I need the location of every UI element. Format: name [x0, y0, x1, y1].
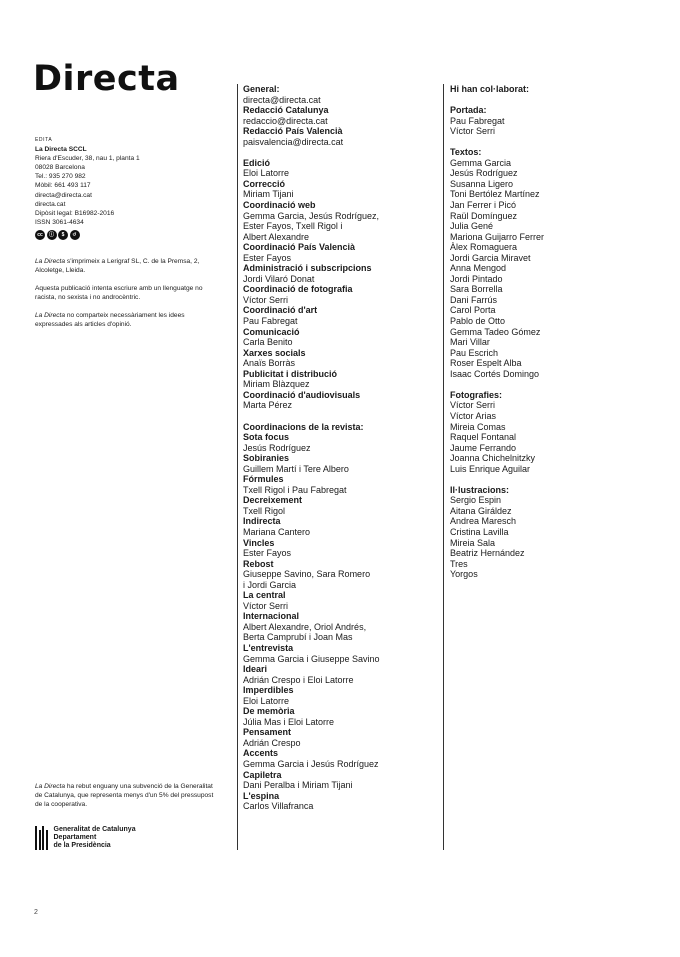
credit-name: Raül Domínguez: [450, 210, 518, 221]
credit-heading: Fotografies:: [450, 389, 503, 400]
publication-name: La Directa: [35, 783, 66, 790]
credit-heading: General:: [243, 84, 280, 94]
credit-name: Carlos Villafranca: [243, 801, 314, 812]
credit-heading: Xarxes socials: [243, 347, 306, 358]
credit-name: i Jordi Garcia: [243, 579, 297, 590]
credit-name: Gemma Garcia: [450, 157, 512, 168]
credit-name: Mireia Comas: [450, 421, 506, 432]
credit-name: Anaïs Borràs: [243, 358, 296, 369]
credit-heading: Fórmules: [243, 474, 284, 485]
credit-heading: L'entrevista: [243, 642, 294, 653]
credits-column-staff: [243, 84, 380, 812]
publication-notes: [35, 258, 215, 338]
credits-column-contributors: [450, 84, 544, 580]
credit-heading: Coordinació de fotografia: [243, 284, 353, 295]
credit-name: Eloi Latorre: [243, 695, 290, 706]
credit-heading: Sobiranies: [243, 453, 290, 464]
credit-name: Víctor Serri: [450, 126, 496, 137]
credit-name: Berta Camprubí i Joan Mas: [243, 632, 353, 643]
credit-heading: Textos:: [450, 147, 482, 158]
credit-name: Gemma Garcia i Jesús Rodríguez: [243, 759, 379, 769]
publisher-line: directa.cat: [35, 200, 66, 208]
credit-name: Gemma Tadeo Gómez: [450, 326, 541, 337]
credit-name: Marta Pérez: [243, 400, 293, 411]
credit-heading: Pensament: [243, 727, 292, 738]
credit-name: Julia Gené: [450, 221, 494, 232]
credit-heading: La central: [243, 590, 286, 601]
credit-heading: Administració i subscripcions: [243, 263, 372, 274]
gencat-logo-block: [35, 826, 136, 850]
publisher-label: EDITA: [35, 137, 53, 143]
credit-name: Albert Alexandre: [243, 231, 310, 242]
credit-name: Adrián Crespo: [243, 737, 301, 748]
credit-heading: Coordinació web: [243, 200, 316, 211]
credit-name: directa@directa.cat: [243, 94, 321, 105]
spacer: [450, 137, 544, 148]
credit-name: Carol Porta: [450, 305, 496, 316]
credit-heading: Hi han col·laborat:: [450, 84, 530, 94]
credit-name: Carla Benito: [243, 337, 293, 348]
credit-name: Miriam Blàzquez: [243, 379, 310, 390]
spacer: [450, 95, 544, 106]
credit-name: Mari Villar: [450, 337, 490, 348]
credit-heading: Capiletra: [243, 769, 282, 780]
credit-heading: Il·lustracions:: [450, 484, 510, 495]
credit-name: Raquel Fontanal: [450, 432, 517, 443]
credit-heading: Internacional: [243, 611, 300, 622]
credit-name: Joanna Chichelnitzky: [450, 453, 536, 464]
credit-name: Àlex Romaguera: [450, 242, 518, 253]
credit-heading: Decreixement: [243, 495, 303, 506]
credit-name: Beatriz Hernández: [450, 548, 525, 559]
credit-name: Luis Enrique Aguilar: [450, 463, 531, 474]
credit-name: Ester Fayos, Txell Rigol i: [243, 221, 343, 232]
credit-heading: Redacció País Valencià: [243, 126, 343, 137]
credit-heading: Accents: [243, 748, 279, 759]
credit-name: Yorgos: [450, 569, 478, 580]
credit-name: Giuseppe Savino, Sara Romero: [243, 569, 371, 580]
credit-name: Sergio Espin: [450, 495, 502, 506]
credit-name: Víctor Serri: [243, 600, 289, 611]
credit-name: Mariana Cantero: [243, 526, 311, 537]
subsidy-note-text: ha rebut enguany una subvenció de la Generalitat de Catalunya, que representa menys d'un 5% del pressupost de la cooperativa.: [35, 783, 214, 808]
credit-name: Susanna Ligero: [450, 178, 514, 189]
publisher-line: ISSN 3061-4634: [35, 218, 84, 226]
credit-heading: Portada:: [450, 105, 487, 116]
spacer: [450, 379, 544, 390]
publisher-line: Mòbil: 661 493 117: [35, 182, 91, 190]
credit-name: Víctor Serri: [450, 400, 496, 411]
credit-name: Miriam Tijani: [243, 189, 294, 200]
credit-name: Dani Peralba i Miriam Tijani: [243, 780, 353, 791]
publication-name: La Directa: [35, 311, 66, 319]
print-note: [35, 258, 215, 276]
credit-name: Sara Borrella: [450, 284, 503, 295]
credit-name: Anna Mengod: [450, 263, 507, 274]
credit-name: Víctor Serri: [243, 294, 289, 305]
credit-name: Roser Espelt Alba: [450, 358, 522, 369]
language-note: Aquesta publicació intenta escriure amb un llenguatge no racista, no sexista i no androcèntric.: [35, 284, 203, 301]
credit-heading: Correcció: [243, 178, 286, 189]
publication-name: La Directa: [35, 258, 66, 265]
nc-icon: $: [58, 230, 68, 240]
credit-name: Aitana Giráldez: [450, 505, 512, 516]
credit-name: Isaac Cortés Domingo: [450, 368, 540, 379]
opinion-note-text: no comparteix necessàriament les idees expressades als articles d'opinió.: [35, 311, 185, 328]
credit-name: Mireia Sala: [450, 537, 496, 548]
credit-heading: Ideari: [243, 664, 268, 675]
credit-heading: Comunicació: [243, 326, 300, 337]
credit-name: Albert Alexandre, Oriol Andrés,: [243, 621, 367, 632]
credit-name: Eloi Latorre: [243, 168, 290, 179]
credit-name: Pau Escrich: [450, 347, 499, 358]
credit-name: Ester Fayos: [243, 548, 292, 559]
credit-heading: Edició: [243, 157, 271, 168]
credit-name: Cristina Lavilla: [450, 526, 509, 537]
gencat-line: Generalitat de Catalunya: [53, 826, 136, 833]
credit-heading: Coordinació d'art: [243, 305, 318, 316]
credit-heading: Sota focus: [243, 432, 290, 443]
credit-heading: Vincles: [243, 537, 275, 548]
page-number: 2: [34, 909, 38, 916]
credit-heading: Rebost: [243, 558, 274, 569]
credit-heading: L'espina: [243, 790, 280, 801]
credit-name: Jaume Ferrando: [450, 442, 517, 453]
spacer: [243, 411, 380, 422]
license-icons: [35, 230, 215, 240]
credit-name: Jesús Rodríguez: [243, 442, 311, 453]
credit-name: Tres: [450, 558, 468, 569]
credit-heading: Coordinacions de la revista:: [243, 421, 364, 432]
opinion-note: [35, 312, 215, 330]
credit-name: Txell Rigol: [243, 505, 286, 516]
by-icon: ⓘ: [47, 230, 57, 240]
gencat-line: Departament: [53, 834, 97, 841]
credit-name: Txell Rigol i Pau Fabregat: [243, 484, 347, 495]
credit-name: redaccio@directa.cat: [243, 115, 328, 126]
publisher-line: 08028 Barcelona: [35, 164, 85, 172]
credit-name: Pablo de Otto: [450, 316, 506, 327]
credit-name: Pau Fabregat: [450, 115, 505, 126]
credit-name: Júlia Mas i Eloi Latorre: [243, 716, 335, 727]
credit-name: Pau Fabregat: [243, 316, 298, 327]
gencat-emblem-icon: [35, 826, 48, 850]
credit-name: Guillem Martí i Tere Albero: [243, 463, 349, 474]
credit-heading: Imperdibles: [243, 685, 294, 696]
credit-name: Dani Farrús: [450, 294, 498, 305]
credit-name: Gemma Garcia i Giuseppe Savino: [243, 653, 380, 664]
publisher-name: La Directa SCCL: [35, 146, 87, 154]
credit-heading: Publicitat i distribució: [243, 368, 338, 379]
publisher-info: [35, 136, 215, 240]
column-divider: [443, 84, 444, 850]
spacer: [243, 147, 380, 158]
cc-icon: cc: [35, 230, 45, 240]
gencat-text: [54, 826, 136, 850]
publisher-lines: [35, 154, 215, 227]
credit-heading: Coordinació País Valencià: [243, 242, 356, 253]
credit-name: Jesús Rodríguez: [450, 168, 518, 179]
credit-name: Jan Ferrer i Picó: [450, 200, 517, 211]
credit-heading: De memòria: [243, 706, 295, 717]
credit-name: Mariona Guijarro Ferrer: [450, 231, 545, 242]
credit-heading: Coordinació d'audiovisuals: [243, 389, 361, 400]
subsidy-note: [35, 783, 215, 810]
credit-name: paisvalencia@directa.cat: [243, 136, 344, 147]
credit-heading: Redacció Catalunya: [243, 105, 329, 116]
sa-icon: ↺: [70, 230, 80, 240]
credit-name: Toni Bertólez Martínez: [450, 189, 540, 200]
credit-name: Ester Fayos: [243, 252, 292, 263]
print-note-text: s'imprimeix a Lerigraf SL, C. de la Premsa, 2, Alcoletge, Lleida.: [35, 258, 200, 274]
publisher-line: Riera d'Escuder, 38, nau 1, planta 1: [35, 155, 140, 163]
gencat-line: de la Presidència: [53, 842, 111, 849]
credit-name: Jordi Garcia Miravet: [450, 252, 531, 263]
publisher-line: Tel.: 935 270 982: [35, 173, 86, 181]
credit-name: Andrea Maresch: [450, 516, 517, 527]
spacer: [450, 474, 544, 485]
publisher-line: Dipòsit legal: B16982-2016: [35, 209, 115, 217]
credit-name: Adrián Crespo i Eloi Latorre: [243, 674, 354, 685]
credit-name: Gemma Garcia, Jesús Rodríguez,: [243, 210, 380, 221]
credit-name: Víctor Arias: [450, 410, 497, 421]
credit-name: Jordi Vilaró Donat: [243, 273, 315, 284]
credit-name: Jordi Pintado: [450, 273, 503, 284]
credit-heading: Indirecta: [243, 516, 281, 527]
publisher-line: directa@directa.cat: [35, 191, 92, 199]
column-divider: [237, 84, 238, 850]
directa-logo: Directa: [33, 59, 180, 99]
